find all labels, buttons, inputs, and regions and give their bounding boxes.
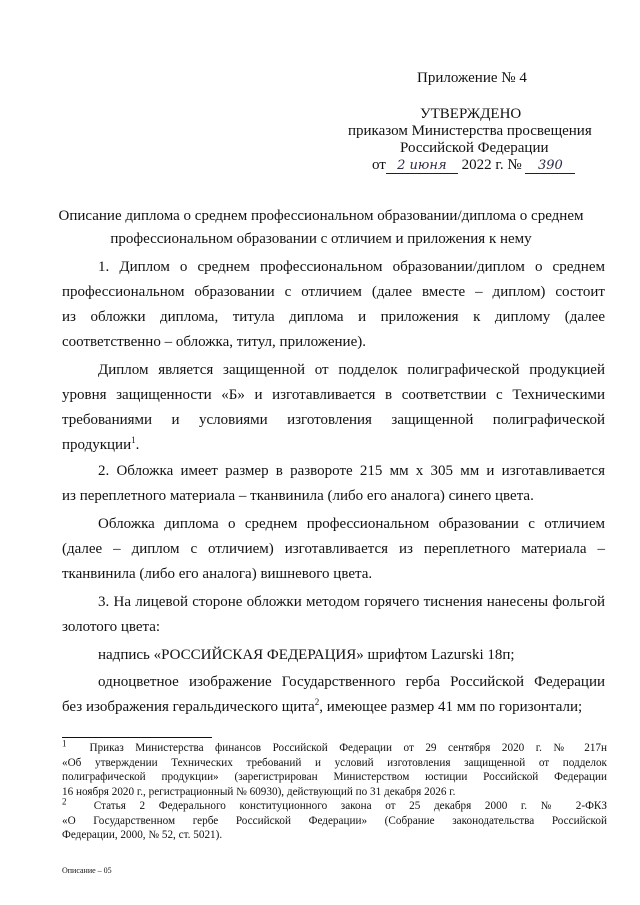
paragraph-line: 1. Диплом о среднем профессиональном образовании/диплом о среднем xyxy=(98,259,605,275)
paragraph-7 xyxy=(62,670,605,720)
paragraph-line: одноцветное изображение Государственного герба Российской Федерации xyxy=(98,674,605,690)
paragraph-text: продукции xyxy=(62,437,132,453)
paragraph-line: 2. Обложка имеет размер в развороте 215 мм х 305 мм и изготавливается xyxy=(98,463,605,479)
paragraph-6 xyxy=(62,643,605,668)
order-line-1: приказом Министерства просвещения xyxy=(348,123,592,139)
paragraph-line: тканвинила (либо его аналога) вишневого цвета. xyxy=(62,566,373,582)
document-title xyxy=(40,205,602,251)
paragraph-line: Обложка диплома о среднем профессиональном образовании с отличием xyxy=(98,516,605,532)
paragraph-1 xyxy=(62,255,605,355)
date-year: 2022 г. № xyxy=(461,157,522,173)
paragraph-line: уровня защищенности «Б» и изготавливается в соответствии с Техническими xyxy=(62,387,605,403)
paragraph-4 xyxy=(62,512,605,587)
order-line-2: Российской Федерации xyxy=(400,140,549,156)
paragraph-line: надпись «РОССИЙСКАЯ ФЕДЕРАЦИЯ» шрифтом Lazurski 18п; xyxy=(98,647,515,663)
paragraph-line: из обложки диплома, титула диплома и приложения к диплому (далее xyxy=(62,309,605,325)
date-prefix: от xyxy=(372,157,386,173)
paragraph-line: (далее – диплом с отличием) изготавливается из переплетного материала – xyxy=(62,541,605,557)
footnote-number: 2 xyxy=(62,796,67,807)
footnote-ref[interactable]: 2 xyxy=(314,697,320,707)
footnote-1 xyxy=(62,738,607,799)
footnote-line: «Об утверждении Технических требований и условий изготовления защищенной от подделок xyxy=(62,756,607,769)
footnote-divider xyxy=(62,737,212,738)
title-line-2: профессиональном образовании с отличием и приложения к нему xyxy=(110,231,532,247)
paragraph-line xyxy=(62,695,605,720)
paragraph-line: 3. На лицевой стороне обложки методом горячего тиснения нанесены фольгой xyxy=(98,594,605,610)
paragraph-2 xyxy=(62,358,605,458)
footnote-text: Приказ Министерства финансов Российской Федерации от 29 сентября 2020 г. № 217н xyxy=(89,742,607,754)
footnote-text: Статья 2 Федерального конституционного закона от 25 декабря 2000 г. № 2-ФКЗ xyxy=(93,800,608,812)
footnote-ref[interactable]: 1 xyxy=(131,435,136,445)
paragraph-text: без изображения геральдического щита xyxy=(62,699,315,715)
paragraph-line: соответственно – обложка, титул, приложение). xyxy=(62,334,366,350)
paragraph-5 xyxy=(62,590,605,640)
page-footer: Описание – 05 xyxy=(62,866,112,875)
handwritten-number: 390 xyxy=(525,158,575,174)
order-date-line xyxy=(372,157,575,174)
footnote-number: 1 xyxy=(62,738,67,749)
paragraph-text: , имеющее размер 41 мм по горизонтали; xyxy=(319,699,583,715)
paragraph-line: Диплом является защищенной от подделок полиграфической продукцией xyxy=(98,362,605,378)
footnote-2 xyxy=(62,796,608,843)
footnote-line xyxy=(62,738,607,756)
approved-label: УТВЕРЖДЕНО xyxy=(420,106,522,122)
title-line-1: Описание диплома о среднем профессиональном образовании/диплома о среднем xyxy=(58,208,584,224)
paragraph-3 xyxy=(62,459,605,509)
footnote-line: полиграфической продукции» (зарегистрирован Министерством юстиции Российской Федерации xyxy=(62,771,607,783)
footnote-line: 16 ноября 2020 г., регистрационный № 60930), действующий по 31 декабря 2026 г. xyxy=(62,785,456,798)
paragraph-line: профессиональном образовании с отличием (далее вместе – диплом) состоит xyxy=(62,284,605,300)
footnote-line: Федерации, 2000, № 52, ст. 5021). xyxy=(62,829,223,841)
handwritten-date: 2 июня xyxy=(386,158,458,174)
paragraph-line: золотого цвета: xyxy=(62,619,161,635)
paragraph-line: продукции$^1$. xyxy=(62,435,140,453)
paragraph-line: требованиями и условиями изготовления защищенной полиграфической xyxy=(62,412,605,428)
footnote-line xyxy=(62,796,608,814)
footnote-line: «О Государственном гербе Российской Федерации» (Собрание законодательства Российской xyxy=(62,814,607,827)
appendix-label: Приложение № 4 xyxy=(417,70,527,86)
paragraph-line: из переплетного материала – тканвинила (либо его аналога) синего цвета. xyxy=(62,488,534,504)
